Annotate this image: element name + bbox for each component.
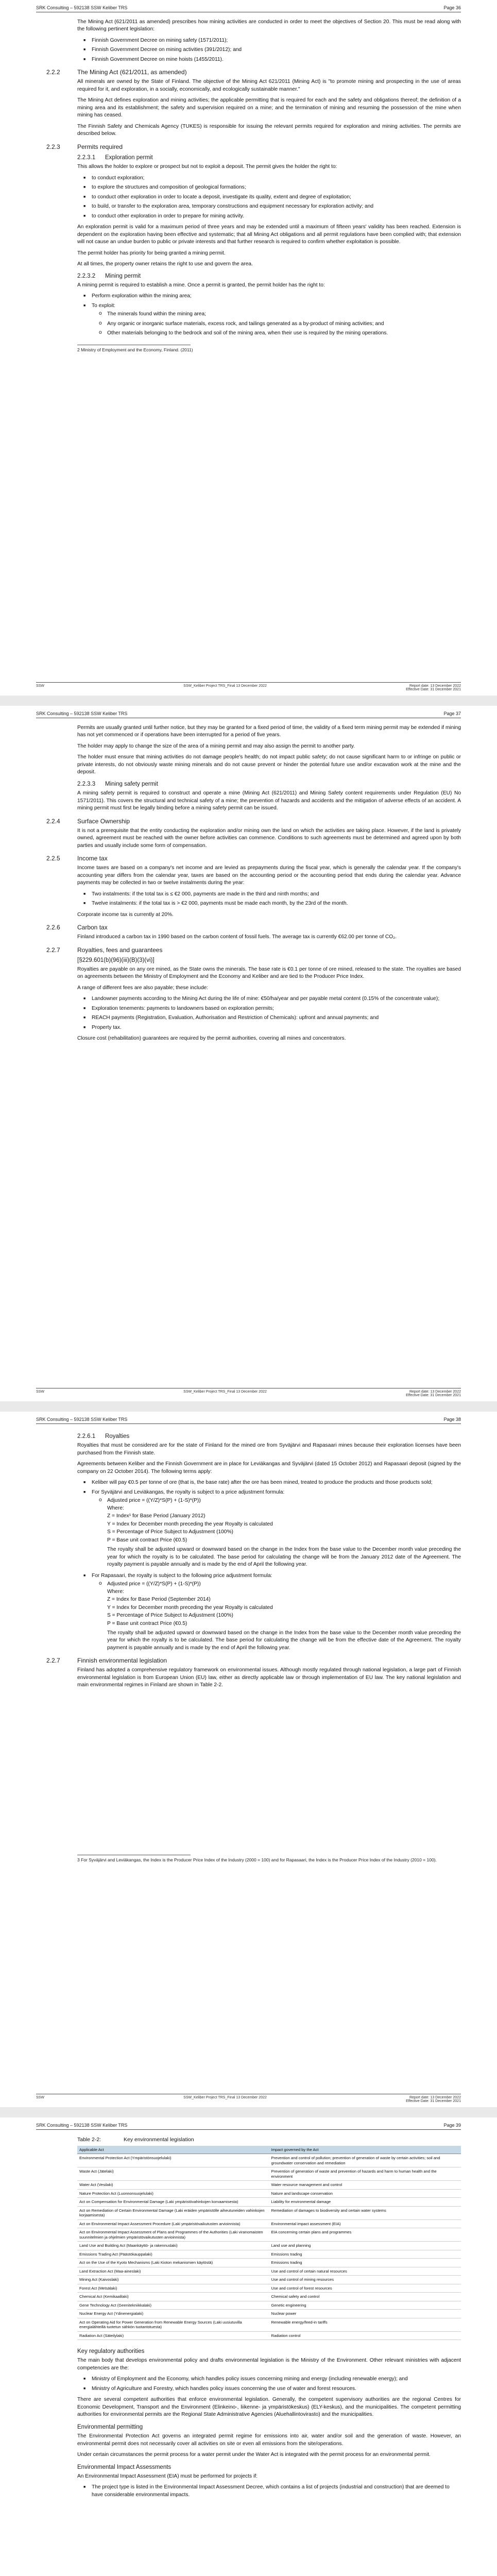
table-row — [77, 2250, 461, 2258]
table-body — [77, 2154, 461, 2340]
paragraph: The holder may apply to change the size of the area of a mining permit and may also assign the permit to another party. — [77, 743, 355, 749]
table-row — [77, 2310, 461, 2318]
impact-cell: Emissions trading — [269, 2250, 461, 2258]
list-item — [92, 1489, 461, 1569]
spacer — [77, 1693, 461, 1848]
effective-date: Effective Date: 31 December 2021 — [406, 688, 461, 691]
section-number: 2.2.2 — [46, 69, 60, 76]
list-item: ■ The project type is listed in the Environmental Impact Assessment Decree, which contains a list of projects (industrial and construction) that are deemed to have considerable environmental impacts. — [92, 2484, 461, 2499]
act-cell: Act on Environmental Impact Assessment of Plans and Programmes of the Authorities (Laki viranomaisten suunnitelmien ja ohjelmien ympäristövaikutusten arvioinnista) — [77, 2228, 269, 2242]
footer-prefix: SSW — [36, 1390, 44, 1394]
impact-cell: Use and control of mining resources — [269, 2276, 461, 2284]
subheading: Environmental permitting — [77, 2424, 143, 2430]
footer-dates — [406, 2096, 461, 2103]
bullet-list — [77, 2484, 461, 2499]
page-content — [46, 19, 461, 353]
table-row — [77, 2259, 461, 2267]
document-page — [0, 0, 497, 696]
section-heading — [46, 1656, 461, 1665]
impact-cell: Land use and planning — [269, 2242, 461, 2250]
table-number: Table 2-2: — [77, 2137, 101, 2143]
section-title: The Mining Act (621/2011, as amended) — [77, 69, 187, 76]
impact-cell: Prevention and control of pollution; prevention of generation of waste by certain activities; soil and groundwater conservation and remediation — [269, 2154, 461, 2167]
effective-date: Effective Date: 31 December 2021 — [406, 2099, 461, 2103]
table-row — [77, 2301, 461, 2309]
list-item: ■ Keliber will pay €0.5 per tonne of ore (that is, the base rate) after the ore has been mined, treated to produce the products and those products sold; — [92, 1479, 461, 1486]
list-item: ■ Twelve instalments: if the total tax is > €2 000, payments must be made each month, by the 23rd of the month. — [92, 900, 461, 907]
paragraph: This allows the holder to explore or prospect but not to exploit a deposit. The permit gives the holder the right to: — [77, 164, 337, 170]
footer-prefix: SSW — [36, 684, 44, 688]
section-title: Permits required — [77, 143, 123, 150]
act-cell: Emissions Trading Act (Päästökauppalaki) — [77, 2250, 269, 2258]
list-item: ■ to conduct other exploration in order to locate a deposit, investigate its quality, extent and degree of exploitation; — [92, 194, 461, 201]
formula-variable: Z = Index¹ for Base Period (January 2012) — [107, 1513, 205, 1519]
subsection-number: 2.2.6.1 — [77, 1433, 96, 1439]
footnote: 2 Ministry of Employment and the Economy, Finland. (2011) — [77, 347, 193, 352]
section-heading — [46, 817, 461, 826]
list-item-text: For Rapasaari, the royalty is subject to the following price adjustment formula: — [92, 1572, 272, 1579]
page-number: Page 37 — [443, 711, 461, 716]
act-cell: Land Use and Building Act (Maankäyttö- ja rakennuslaki) — [77, 2242, 269, 2250]
paragraph: Corporate income tax is currently at 20%. — [77, 911, 174, 918]
impact-cell: EIA concerning certain plans and programmes — [269, 2228, 461, 2242]
act-cell: Chemical Act (Kemikaalilaki) — [77, 2293, 269, 2301]
page-content — [77, 2136, 461, 2502]
header-title: SRK Consulting – 592138 SSW Keliber TRS — [36, 2123, 128, 2128]
bullet-list — [77, 891, 461, 908]
paragraph: Agreements between Keliber and the Finnish Government are in place for Leviäkangas and Syväjärvi (dated 15 October 2012) and Rapasaari deposit (signed by the company on 22 October 2014). The following terms apply: — [77, 1461, 461, 1475]
document-page — [0, 1412, 497, 2107]
table-caption — [77, 2136, 461, 2144]
section-reference: [§229.601(b)(96)(iii)(B)(3)(vi)] — [77, 957, 155, 963]
paragraph: The Finnish Safety and Chemicals Agency (TUKES) is responsible for issuing the relevant permits required for exploration and mining activities. The permits are described below. — [77, 123, 461, 137]
section-heading — [46, 854, 461, 863]
paragraph: The Mining Act (621/2011 as amended) prescribes how mining activities are conducted in order to meet the objectives of Section 20. This must be read along with the following pertinent legislation: — [77, 19, 461, 32]
list-item: ■ Landowner payments according to the Mining Act during the life of mine: €50/ha/year and per payable metal content (0.15% of the concentrate value); — [92, 995, 461, 1003]
formula-variables — [107, 1588, 461, 1628]
subsection-heading — [77, 154, 461, 162]
list-item-text: For Syväjärvi and Leviäkangas, the royalty is subject to a price adjustment formula: — [92, 1489, 285, 1495]
paragraph: It is not a prerequisite that the entity conducting the exploration and/or mining own the land on which the activities are taking place. However, if the land is privately owned, agreement must be reached with the owner before activities can commence. Conditions to such agreements must be determined and agreed upon by both parties and usually include some form of compensation. — [77, 827, 461, 849]
table-row — [77, 2318, 461, 2331]
bullet-list — [77, 293, 461, 337]
list-item: ■ Perform exploration within the mining area; — [92, 293, 461, 300]
paragraph: The Environmental Protection Act governs an integrated permit regime for emissions into air, water and/or soil and the generation of waste. However, an environmental permit does not necessarily cover all activities on site or even all emissions from the site/operations. — [77, 2433, 461, 2447]
section-title: Royalties, fees and guarantees — [77, 946, 163, 954]
page-footer — [36, 682, 461, 691]
list-item — [92, 302, 461, 337]
impact-cell: Nuclear power — [269, 2310, 461, 2318]
list-item — [92, 1572, 461, 1652]
page-number: Page 38 — [443, 1417, 461, 1422]
page-number: Page 36 — [443, 5, 461, 10]
table-row — [77, 2189, 461, 2197]
list-item: ■ Finnish Government Decree on mine hoists (1455/2011). — [92, 56, 461, 63]
document-page — [0, 2117, 497, 2576]
impact-cell: Water resource management and control — [269, 2181, 461, 2189]
list-item: ■ to build, or transfer to the exploration area, temporary constructions and equipment necessary for exploration activity; and — [92, 203, 461, 210]
page-header — [36, 711, 461, 718]
section-number: 2.2.4 — [46, 817, 60, 825]
list-item: ■ Exploration tenements: payments to landowners based on exploration permits; — [92, 1005, 461, 1012]
subsection-heading — [77, 780, 461, 788]
footnote: 3 For Syväjärvi and Leviäkangas, the Index is the Producer Price Index of the Industry (2000 = 100) and for Rapasaari, the Index is the Producer Price Index of the Industry (2010 = 100). — [77, 1857, 437, 1862]
paragraph: A range of different fees are also payable; these include: — [77, 985, 209, 991]
effective-date: Effective Date: 31 December 2021 — [406, 1394, 461, 1397]
formula-variable: Y = Index for December month preceding the year Royalty is calculated — [107, 1521, 273, 1527]
subsection-number: 2.2.3.1 — [77, 154, 96, 161]
subsection-title: Mining safety permit — [105, 781, 158, 787]
sub-list — [92, 311, 461, 337]
table-row — [77, 2242, 461, 2250]
paragraph: An exploration permit is valid for a maximum period of three years and may be extended until a maximum of fifteen years' validity has been reached. Extension is dependent on the exploration having been effective and systematic; that all Mining Act obligations and all permit regulations have been complied with; that extension will not cause an undue burden to public or private interests and that further research is required to confirm whether exploitation is possible. — [77, 224, 461, 245]
footer-dates — [406, 1390, 461, 1397]
paragraph: The royalty shall be adjusted upward or downward based on the change in the Index from the base value to the December month value preceding the year for which the royalty is to be calculated. The base period for calculating the change will be from the January 2012 date of the Agreement. The royalty payment is payable annually and is made by the end of April the following year. — [107, 1547, 461, 1568]
impact-cell: Genetic engineering — [269, 2301, 461, 2309]
column-header: Applicable Act — [77, 2146, 269, 2154]
act-cell: Environmental Protection Act (Ympäristönsuojelulaki) — [77, 2154, 269, 2167]
act-cell: Act on Compensation for Environmental Damage (Laki ympäristövahinkojen korvaamisesta) — [77, 2198, 269, 2206]
page-content — [46, 724, 461, 1046]
paragraph: A mining safety permit is required to construct and operate a mine (Mining Act (621/2011) and Mining Safety content requirements under Regulation (EU) No 1571/2011). This covers the structural and technical safety of a mine; the prevention of hazards and accidents and the mitigation of adverse effects of an accident. A mining permit must first be legally binding before a mining safety permit can be issued. — [77, 790, 461, 811]
list-item: ■ to conduct other exploration in order to prepare for mining activity. — [92, 213, 461, 220]
section-heading — [46, 923, 461, 932]
table-row — [77, 2154, 461, 2167]
subsection-title: Royalties — [105, 1433, 130, 1439]
page-header — [36, 1417, 461, 1424]
sub-list-item: o Any organic or inorganic surface materials, excess rock, and tailings generated as a by-product of mining activities; and — [107, 320, 461, 328]
act-cell: Nuclear Energy Act (Ydinenergialaki) — [77, 2310, 269, 2318]
page-footer — [36, 2094, 461, 2103]
table-row — [77, 2267, 461, 2275]
subsection-title: Exploration permit — [105, 154, 153, 161]
impact-cell: Renewable energy/feed-in tariffs — [269, 2318, 461, 2331]
table-row — [77, 2181, 461, 2189]
footer-prefix: SSW — [36, 2096, 44, 2099]
page-header — [36, 2123, 461, 2130]
formula-variable: P = Base unit contract Price (€0.5) — [107, 1537, 187, 1543]
formula-variable: P = Base unit contract Price (€0.5) — [107, 1620, 187, 1626]
act-cell: Land Extraction Act (Maa-aineslaki) — [77, 2267, 269, 2275]
footer-dates — [406, 684, 461, 691]
footer-file: SSW_Keliber Project TRS_Final 13 December 2022 — [183, 684, 267, 688]
list-item-text: To exploit: — [92, 302, 115, 309]
section-title: Surface Ownership — [77, 817, 130, 825]
paragraph: A mining permit is required to establish a mine. Once a permit is granted, the permit holder has the right to: — [77, 282, 325, 288]
act-cell: Forest Act (Metsälaki) — [77, 2284, 269, 2292]
act-cell: Act on the Use of the Kyoto Mechanisms (Laki Kioton mekanismien käytöstä) — [77, 2259, 269, 2267]
act-cell: Mining Act (Kaivoslaki) — [77, 2276, 269, 2284]
legislation-table — [77, 2146, 461, 2340]
paragraph: The main body that develops environmental policy and drafts environmental legislation is the Ministry of the Environment. Other relevant ministries with adjacent competencies are the: — [77, 2358, 461, 2371]
column-header: Impact governed by the Act — [269, 2146, 461, 2154]
act-cell: Act on Remediation of Certain Environmental Damage (Laki eräiden ympäristölle aiheutuneiden vahinkojen korjaamisesta) — [77, 2206, 269, 2219]
formula-variable: S = Percentage of Price Subject to Adjustment (100%) — [107, 1529, 233, 1535]
sub-list-item: o Other materials belonging to the bedrock and soil of the mining area, when their use is required by the mining operations. — [107, 330, 461, 337]
impact-cell: Environmental impact assessment (EIA) — [269, 2219, 461, 2228]
impact-cell: Liability for environmental damage — [269, 2198, 461, 2206]
table-row — [77, 2198, 461, 2206]
act-cell: Act on Operating Aid for Power Generation from Renewable Energy Sources (Laki uusiutuvilla energialähteillä tuotetun sähkön tuotantotuesta) — [77, 2318, 269, 2331]
page-header — [36, 5, 461, 12]
impact-cell: Use and control of forest resources — [269, 2284, 461, 2292]
header-title: SRK Consulting – 592138 SSW Keliber TRS — [36, 711, 128, 716]
paragraph: The holder must ensure that mining activities do not damage people's health; do not impact public safety; do not cause significant harm to or infringe on public or private interests, do not obviously waste mining minerals and do not cause prevent or hinder the potential future use and/or excavation work at the mine and the deposit. — [77, 754, 461, 775]
section-title: Finnish environmental legislation — [77, 1657, 167, 1665]
impact-cell: Remediation of damages to biodiversity and certain water systems — [269, 2206, 461, 2219]
bullet-list — [77, 37, 461, 63]
paragraph: At all times, the property owner retains the right to use and govern the area. — [77, 261, 253, 267]
sub-list-item — [107, 1497, 461, 1568]
formula: o Adjusted price = ((Y/Z)*S(P) + (1-S)*(P)) — [107, 1498, 201, 1504]
report-date: Report date: 13 December 2022 — [409, 684, 461, 688]
list-item: ■ Finnish Government Decree on mining activities (391/2012); and — [92, 46, 461, 54]
paragraph: All minerals are owned by the State of Finland. The objective of the Mining Act 621/2011 (Mining Act) is "to promote mining and prospecting in the use of areas required for it, and exploration, in a socially, economically, and ecologically sustainable manner." — [77, 79, 461, 92]
impact-cell: Nature and landscape conservation — [269, 2189, 461, 2197]
list-item: ■ Two instalments: if the total tax is ≤ €2 000, payments are made in the third and ninth months; and — [92, 891, 461, 898]
section-number: 2.2.6 — [46, 924, 60, 931]
header-title: SRK Consulting – 592138 SSW Keliber TRS — [36, 1417, 128, 1422]
paragraph: Royalties are payable on any ore mined, as the State owns the minerals. The base rate is €0.1 per tonne of ore mined, released to the state. The royalties are based on agreements between the Ministry of Employment and the Economy and Keliber and are tied to the Producer Price Index. — [77, 966, 461, 980]
formula-where: Where: — [107, 1588, 124, 1595]
formula-where: Where: — [107, 1505, 124, 1511]
formula: o Adjusted price = ((Y/Z)*S(P) + (1-S)*(P)) — [107, 1581, 201, 1587]
bullet-list — [77, 1479, 461, 1652]
sub-list — [92, 1581, 461, 1652]
list-item: ■ REACH payments (Registration, Evaluation, Authorisation and Restriction of Chemicals): upfront and annual payments; and — [92, 1014, 461, 1022]
list-item: ■ Property tax. — [92, 1024, 461, 1031]
formula-variable: Z = Index for Base Period (September 2014) — [107, 1597, 211, 1603]
section-number: 2.2.3 — [46, 143, 60, 150]
sub-list — [92, 1497, 461, 1568]
table-header-row — [77, 2146, 461, 2154]
paragraph: The Mining Act defines exploration and mining activities; the applicable permitting that is required for each and the safety and obligations thereof; the definition of a mining area and its establishment; the safety and supervision required on a mine; and the termination of mining and resuming the possession of the mine when mining has ceased. — [77, 97, 461, 118]
formula-variable: S = Percentage of Price Subject to Adjustment (100%) — [107, 1613, 233, 1619]
page-footer — [36, 1388, 461, 1397]
report-date: Report date: 13 December 2022 — [409, 2096, 461, 2099]
bullet-list — [77, 995, 461, 1031]
section-number: 2.2.7 — [46, 946, 60, 954]
sub-list-item — [107, 1581, 461, 1652]
bullet-list — [77, 2376, 461, 2393]
impact-cell: Use and control of certain natural resources — [269, 2267, 461, 2275]
subheading: Key regulatory authorities — [77, 2348, 145, 2355]
act-cell: Gene Technology Act (Geenitekniikkalaki) — [77, 2301, 269, 2309]
list-item: ■ Ministry of Agriculture and Forestry, which handles policy issues concerning the use of water and forest resources. — [92, 2385, 461, 2393]
table-row — [77, 2276, 461, 2284]
act-cell: Nature Protection Act (Luonnonsuojelulaki) — [77, 2189, 269, 2197]
section-title: Income tax — [77, 855, 108, 862]
paragraph: Closure cost (rehabilitation) guarantees are required by the permit authorities, covering all mines and concentrators. — [77, 1036, 346, 1042]
impact-cell: Emissions trading — [269, 2259, 461, 2267]
subsection-heading — [77, 272, 461, 280]
paragraph: Income taxes are based on a company's net income and are levied as prepayments during the fiscal year, which is generally the calendar year. If the company's accounting year differs from the calendar year, taxes are based on the accounting period or the accounting period that ends during the calendar year. Advance payments may be collected in two or twelve instalments during the year: — [77, 865, 461, 886]
formula-variable: Y = Index for December month preceding the year Royalty is calculated — [107, 1604, 273, 1611]
report-date: Report date: 13 December 2022 — [409, 1390, 461, 1394]
paragraph: An Environmental Impact Assessment (EIA) must be performed for projects if: — [77, 2473, 258, 2479]
paragraph: Finland has adopted a comprehensive regulatory framework on environmental issues. Although mostly regulated through national legislation, a large part of Finnish environmental legislation is from European Union (EU) law, either as directly applicable law or through implementation of EU law. The key national legislation and main environmental regimes in Finland are shown in Table 2-2. — [77, 1667, 461, 1688]
footer-file: SSW_Keliber Project TRS_Final 13 December 2022 — [183, 1390, 267, 1394]
subheading: Environmental Impact Assessments — [77, 2464, 172, 2470]
list-item: ■ Ministry of Employment and the Economy, which handles policy issues concerning mining and energy (including renewable energy); and — [92, 2376, 461, 2383]
footer-file: SSW_Keliber Project TRS_Final 13 December 2022 — [183, 2096, 267, 2099]
section-heading — [46, 143, 461, 151]
section-heading — [46, 946, 461, 955]
table-row — [77, 2293, 461, 2301]
table-row — [77, 2331, 461, 2340]
document-page — [0, 706, 497, 1401]
table-title: Key environmental legislation — [124, 2137, 194, 2143]
paragraph: The permit holder has priority for being granted a mining permit. — [77, 250, 226, 256]
paragraph: There are several competent authorities that enforce environmental legislation. Generally, the competent supervisory authorities are the regional Centres for Economic Development, Transport and the Environment (Elinkeino-, liikenne- ja ympäristökeskus) (ELY-keskus), and the municipalities. The competent permitting authorities for environmental permits are the Regional State Administrative Agencies (Aluehallintovirasto) and the municipalities. — [77, 2397, 461, 2418]
bullet-list — [77, 175, 461, 220]
act-cell: Waste Act (Jätelaki) — [77, 2167, 269, 2181]
section-number: 2.2.7 — [46, 1657, 60, 1665]
subsection-title: Mining permit — [105, 273, 141, 279]
section-number: 2.2.5 — [46, 855, 60, 862]
table-row — [77, 2167, 461, 2181]
table-row — [77, 2206, 461, 2219]
table-row — [77, 2228, 461, 2242]
act-cell: Water Act (Vesilaki) — [77, 2181, 269, 2189]
subsection-number: 2.2.3.2 — [77, 273, 96, 279]
page-content — [46, 1430, 461, 1863]
subsection-heading — [77, 1432, 461, 1440]
section-heading — [46, 68, 461, 77]
sub-list-item: o The minerals found within the mining area; — [107, 311, 461, 318]
list-item: ■ to explore the structures and composition of geological formations; — [92, 184, 461, 191]
list-item: ■ to conduct exploration; — [92, 175, 461, 182]
act-cell: Act on Environmental Impact Assessment Procedure (Laki ympäristövaikutusten arvioinnista) — [77, 2219, 269, 2228]
formula-variables — [107, 1505, 461, 1544]
act-cell: Radiation Act (Säteilylaki) — [77, 2331, 269, 2340]
table-row — [77, 2219, 461, 2228]
paragraph: The royalty shall be adjusted upward or downward based on the change in the Index from the base value to the December month value preceding the year for which the royalty is to be calculated. The base period for calculating the change will be from the effective date of the Agreement. The royalty payment is payable annually and is made by the end of April the following year. — [107, 1630, 461, 1651]
section-title: Carbon tax — [77, 924, 108, 931]
paragraph: Royalties that must be considered are for the state of Finland for the mined ore from Syväjärvi and Rapasaari mines because their exploration licenses have been purchased from the Finnish state. — [77, 1443, 461, 1456]
header-title: SRK Consulting – 592138 SSW Keliber TRS — [36, 5, 128, 10]
impact-cell: Radiation control — [269, 2331, 461, 2340]
list-item: ■ Finnish Government Decree on mining safety (1571/2011); — [92, 37, 461, 44]
paragraph: Permits are usually granted until further notice, but they may be granted for a fixed period of time, the validity of a fixed term mining permit may be extended if mining has not yet commenced or if operations have been interrupted for a period of five years. — [77, 725, 461, 738]
page-number: Page 39 — [443, 2123, 461, 2128]
paragraph: Under certain circumstances the permit process for a water permit under the Water Act is integrated with the permit process for an environmental permit. — [77, 2452, 431, 2458]
paragraph: Finland introduced a carbon tax in 1990 based on the carbon content of fossil fuels. The average tax is currently €62.00 per tonne of CO₂. — [77, 934, 397, 940]
table-row — [77, 2284, 461, 2292]
impact-cell: Chemical safety and control — [269, 2293, 461, 2301]
subsection-number: 2.2.3.3 — [77, 781, 96, 787]
impact-cell: Prevention of generation of waste and prevention of hazards and harm to human health and the environment — [269, 2167, 461, 2181]
